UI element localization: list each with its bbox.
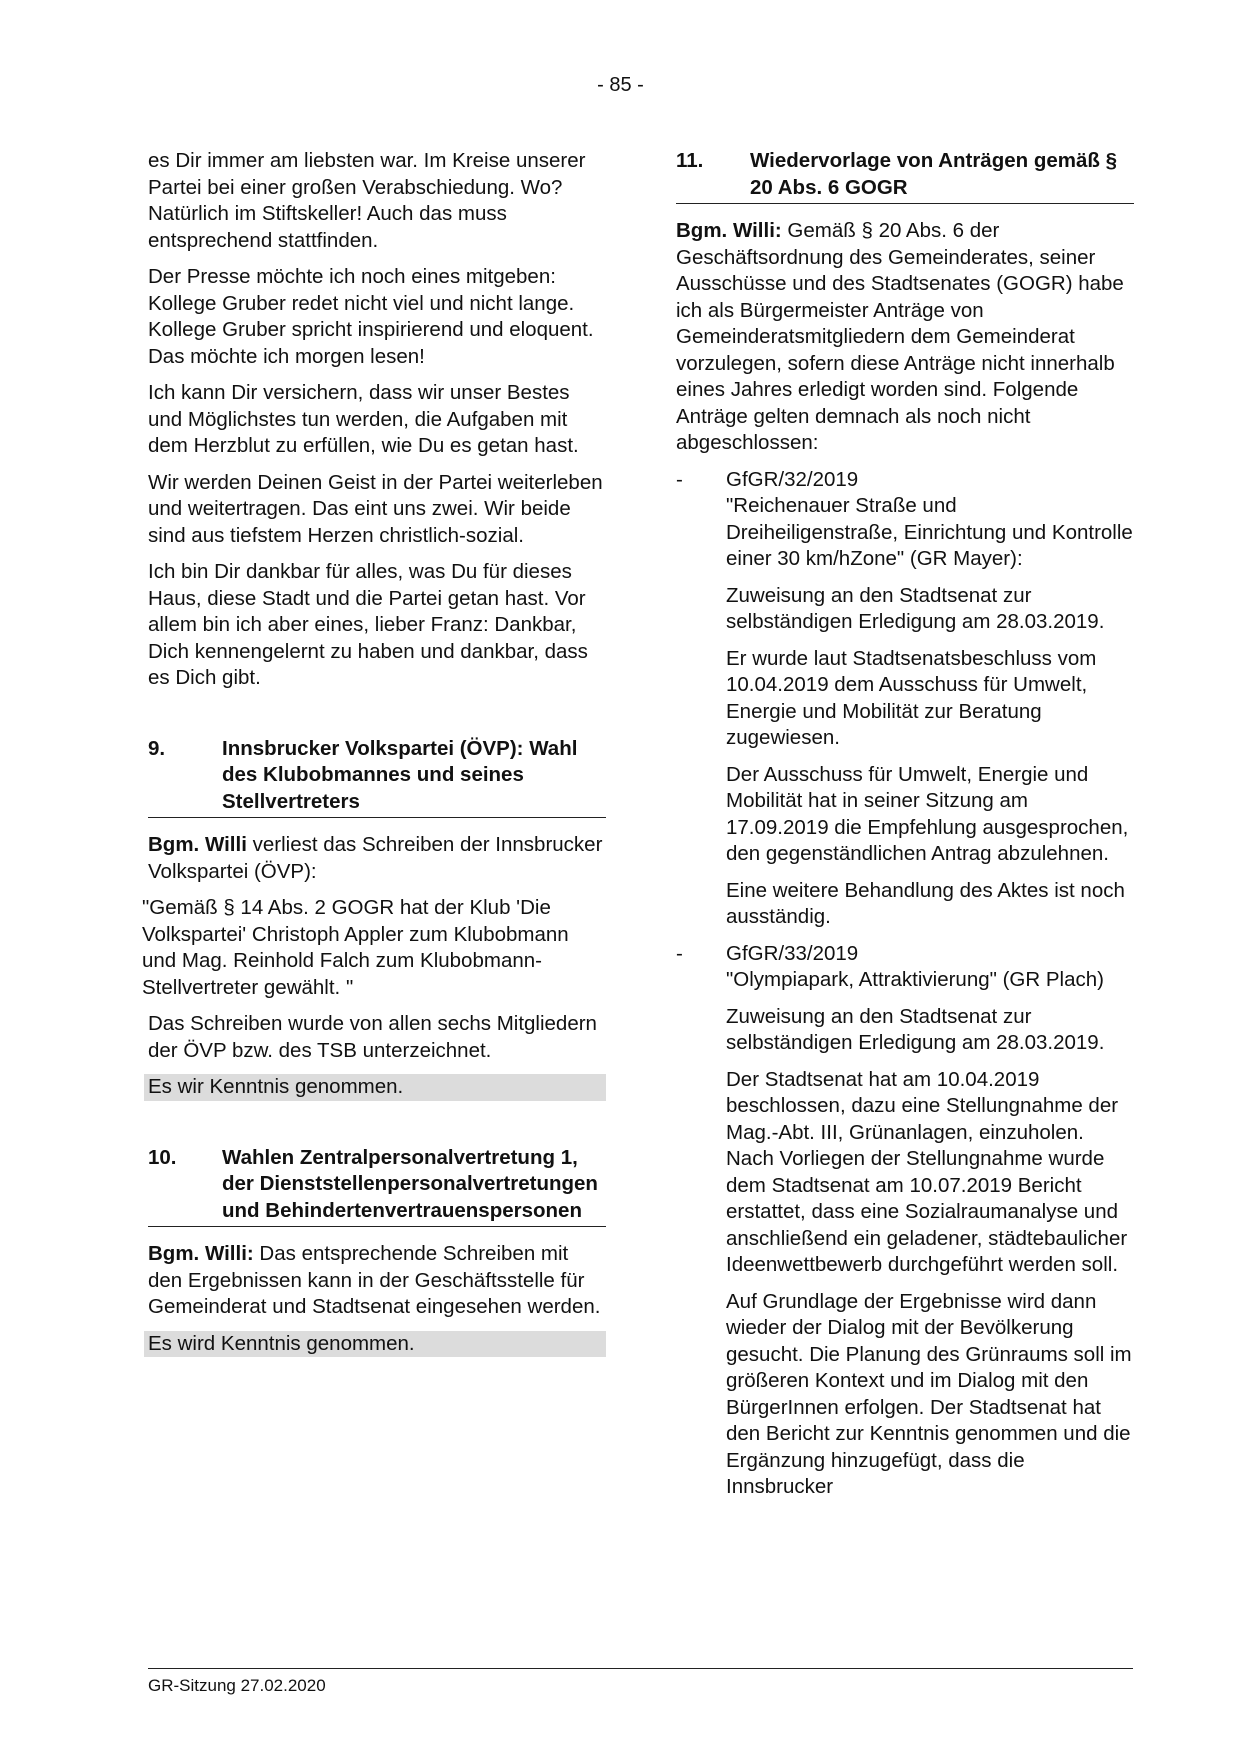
result-note: Es wir Kenntnis genommen. [144, 1074, 606, 1101]
speaker: Bgm. Willi: [676, 219, 782, 242]
paragraph: Zuweisung an den Stadtsenat zur selbständigen Erledigung am 28.03.2019. [726, 1004, 1105, 1054]
item-title: "Olympiapark, Attraktivierung" (GR Plach) [726, 968, 1104, 991]
section-title: Wiedervorlage von Anträgen gemäß § 20 Abs. 6 GOGR [750, 149, 1118, 199]
paragraph: Er wurde laut Stadtsenatsbeschluss vom 10.04.2019 dem Ausschuss für Umwelt, Energie und Mobilität zur Beratung zugewiesen. [726, 646, 1097, 749]
left-column [142, 148, 606, 1367]
section-title: Innsbrucker Volkspartei (ÖVP): Wahl des Klubobmannes und seines Stellvertreters [222, 736, 578, 813]
paragraph: Ich bin Dir dankbar für alles, was Du für dieses Haus, diese Stadt und die Partei getan hast. Vor allem bin ich aber eines, lieber Franz: Dankbar, Dich kennengelernt zu haben und dankbar, dass es Dich gibt. [148, 560, 588, 689]
speaker: Bgm. Willi: [148, 1242, 254, 1265]
body-text: Das entsprechende Schreiben mit den Ergebnissen kann in der Geschäftsstelle für Gemeinderat und Stadtsenat eingesehen werden. [148, 1242, 601, 1318]
section-number: 11. [676, 149, 704, 172]
section-11-intro [676, 218, 1134, 457]
paragraph: Der Ausschuss für Umwelt, Energie und Mobilität hat in seiner Sitzung am 17.09.2019 die Empfehlung ausgesprochen, den gegenständlichen Antrag abzulehnen. [726, 762, 1129, 865]
paragraph: es Dir immer am liebsten war. Im Kreise unserer Partei bei einer großen Verabschiedung. Wo? Natürlich im Stiftskeller! Auch das muss entsprechend stattfinden. [148, 149, 586, 252]
bullet-dash: - [676, 941, 683, 965]
list-item [676, 467, 1134, 941]
section-number: 9. [148, 736, 166, 760]
bullet-dash: - [676, 467, 683, 491]
section-11-heading [676, 148, 1134, 204]
section-number: 10. [148, 1145, 177, 1169]
right-column [676, 148, 1134, 1511]
paragraph: Wir werden Deinen Geist in der Partei weiterleben und weitertragen. Das eint uns zwei. Wir beide sind aus tiefstem Herzen christlich-sozial. [148, 470, 603, 547]
list-item [676, 941, 1134, 1511]
section-title: Wahlen Zentralpersonalvertretung 1, der Dienststellenpersonalvertretungen und Behindertenvertrauenspersonen [222, 1145, 598, 1222]
result-note: Es wird Kenntnis genommen. [144, 1331, 606, 1358]
paragraph: Eine weitere Behandlung des Aktes ist noch ausständig. [726, 878, 1125, 928]
paragraph: Das Schreiben wurde von allen sechs Mitgliedern der ÖVP bzw. des TSB unterzeichnet. [148, 1012, 597, 1062]
section-10-text [148, 1241, 606, 1321]
speaker: Bgm. Willi [148, 833, 247, 856]
intro-text: verliest das Schreiben der Innsbrucker Volkspartei (ÖVP): [148, 833, 603, 883]
quote: "Gemäß § 14 Abs. 2 GOGR hat der Klub 'Die Volkspartei' Christoph Appler zum Klubobmann und Mag. Reinhold Falch zum Klubobmann-Stellvertreter gewählt. " [142, 896, 569, 999]
section-9-intro [148, 832, 606, 885]
paragraph: Auf Grundlage der Ergebnisse wird dann wieder der Dialog mit der Bevölkerung gesucht. Die Planung des Grünraums soll im größeren Kontext und im Dialog mit den BürgerInnen erfolgen. Der Stadtsenat hat den Bericht zur Kenntnis genommen und die Ergänzung hinzugefügt, dass die Innsbrucker [726, 1289, 1132, 1498]
footer-text: GR-Sitzung 27.02.2020 [148, 1676, 326, 1695]
section-9-heading [148, 736, 606, 819]
paragraph: Ich kann Dir versichern, dass wir unser Bestes und Möglichstes tun werden, die Aufgaben mit dem Herzblut zu erfüllen, wie Du es getan hast. [148, 381, 579, 457]
item-id: GfGR/33/2019 [726, 941, 859, 965]
item-title: "Reichenauer Straße und Dreiheiligenstraße, Einrichtung und Kontrolle einer 30 km/hZone" (GR Mayer): [726, 494, 1133, 570]
item-id: GfGR/32/2019 [726, 467, 859, 491]
intro-text: Gemäß § 20 Abs. 6 der Geschäftsordnung des Gemeinderates, seiner Ausschüsse und des Stadtsenates (GOGR) habe ich als Bürgermeister Anträge von Gemeinderatsmitgliedern dem Gemeinderat vorzulegen, sofern diese Anträge nicht innerhalb eines Jahres erledigt worden sind. Folgende Anträge gelten demnach als noch nicht abgeschlossen: [676, 219, 1124, 454]
paragraph: Zuweisung an den Stadtsenat zur selbständigen Erledigung am 28.03.2019. [726, 583, 1105, 633]
page-number: - 85 - [597, 74, 644, 96]
section-10-heading [148, 1145, 606, 1228]
paragraph: Der Presse möchte ich noch eines mitgeben: Kollege Gruber redet nicht viel und nicht lange. Kollege Gruber spricht inspirierend und eloquent. Das möchte ich morgen lesen! [148, 265, 594, 368]
footer-divider [148, 1668, 1133, 1669]
paragraph: Der Stadtsenat hat am 10.04.2019 beschlossen, dazu eine Stellungnahme der Mag.-Abt. III, Grünanlagen, einzuholen. Nach Vorliegen der Stellungnahme wurde dem Stadtsenat am 10.07.2019 Bericht erstattet, dass eine Sozialraumanalyse und anschließend ein geladener, städtebaulicher Ideenwettbewerb durchgeführt werden soll. [726, 1067, 1128, 1276]
